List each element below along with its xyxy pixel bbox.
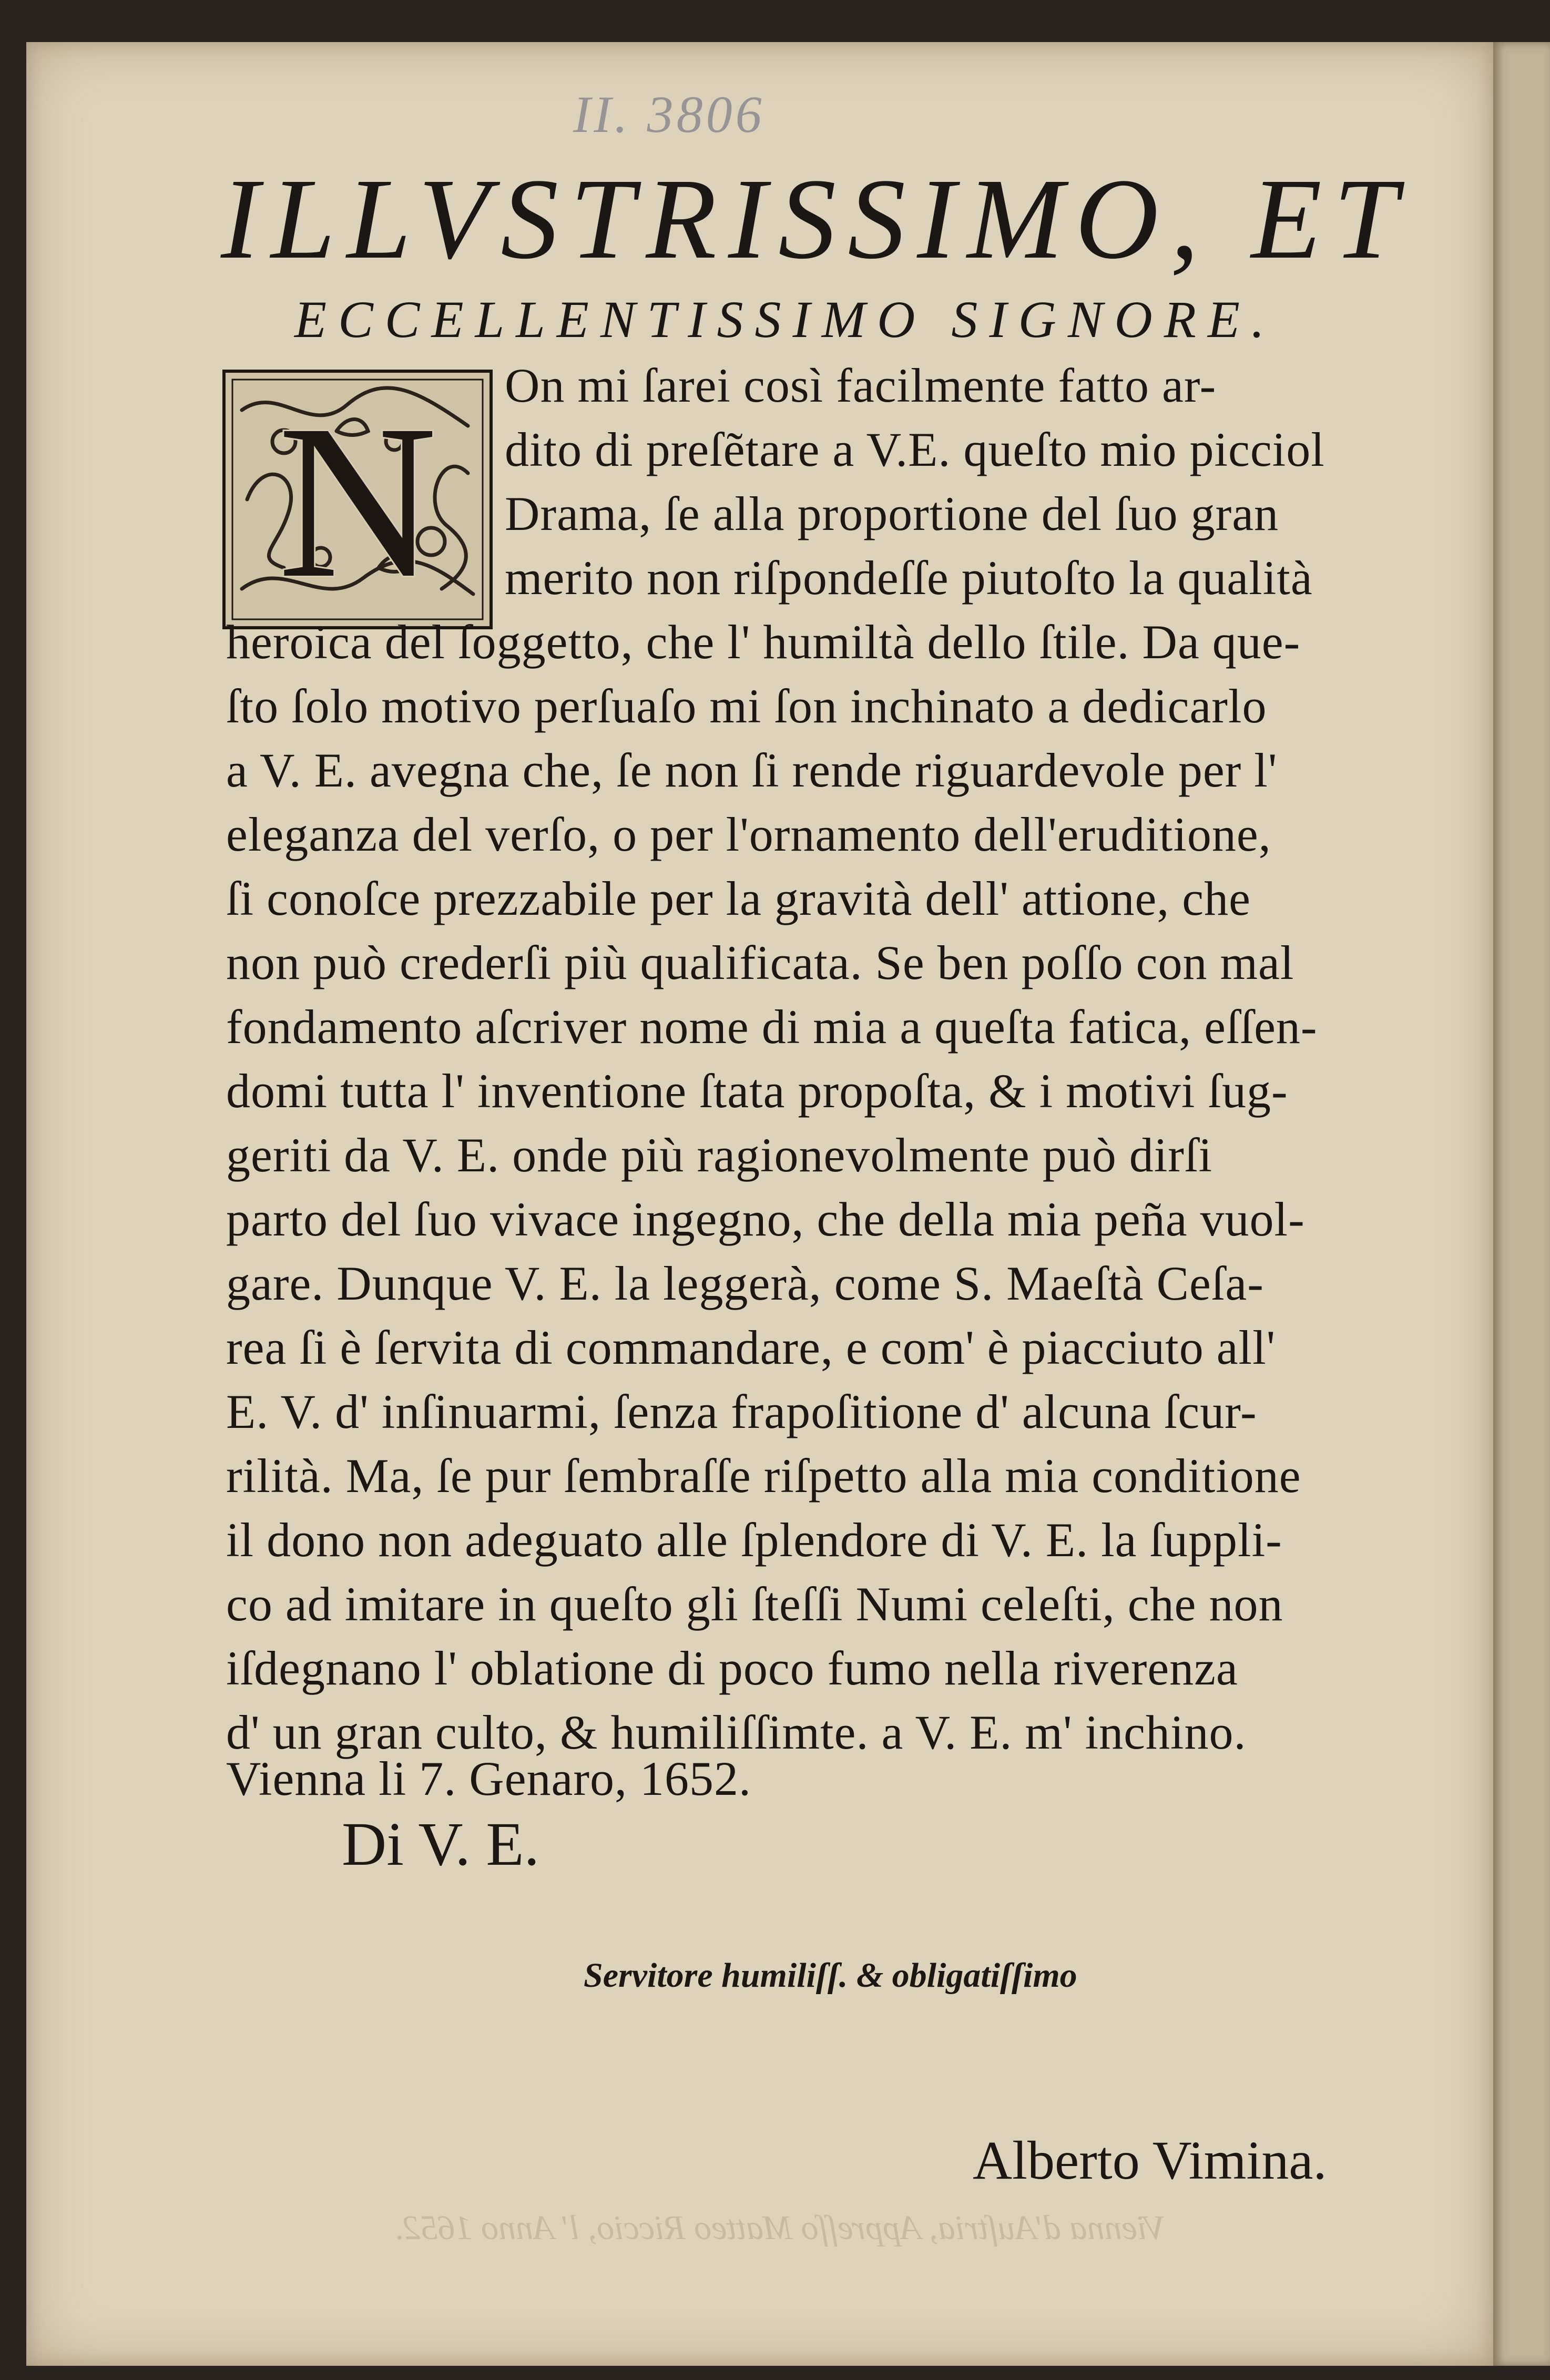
date-line: Vienna li 7. Genaro, 1652. <box>226 1752 752 1805</box>
body-line: geriti da V. E. onde più ragionevolmente può dirſi <box>226 1128 1213 1182</box>
body-line: parto del ſuo vivace ingegno, che della mia peña vuol- <box>226 1192 1305 1246</box>
body-line: co ad imitare in queſto gli ſteſſi Numi celeſti, che non <box>226 1577 1283 1631</box>
body-line: rea ſi è ſervita di commandare, e com' è piacciuto all' <box>226 1321 1276 1374</box>
body-line: heroica del ſoggetto, che l' humiltà dello ſtile. Da que- <box>226 615 1301 669</box>
bleed-through-text: Vienna d'Auſtria, Appreſſo Matteo Riccio, l' Anno 1652. <box>394 2209 1166 2247</box>
body-line: merito non riſpondeſſe piutoſto la qualità <box>505 551 1313 605</box>
shelfmark-annotation: II. 3806 <box>573 85 765 144</box>
body-line: il dono non adeguato alle ſplendore di V. E. la ſuppli- <box>226 1513 1282 1567</box>
body-line: ſi conoſce prezzabile per la gravità dell' attione, che <box>226 872 1251 925</box>
body-line: a V. E. avegna che, ſe non ſi rende riguardevole per l' <box>226 743 1278 797</box>
closing-formula: Servitore humiliſſ. & obligatiſſimo <box>584 1956 1077 1995</box>
salutation: Di V. E. <box>342 1810 539 1878</box>
author-signature: Alberto Vimina. <box>973 2130 1327 2191</box>
heading-line-1: ILLVSTRISSIMO, ET <box>221 155 1410 283</box>
body-line: d' un gran culto, & humiliſſimte. a V. E. m' inchino. <box>226 1705 1247 1759</box>
body-line: rilità. Ma, ſe pur ſembraſſe riſpetto alla mia conditione <box>226 1449 1301 1503</box>
body-line: On mi ſarei così facilmente fatto ar- <box>505 359 1217 412</box>
body-line: ſto ſolo motivo perſuaſo mi ſon inchinato a dedicarlo <box>226 679 1267 733</box>
document-page <box>26 42 1493 2366</box>
body-line: eleganza del verſo, o per l'ornamento dell'eruditione, <box>226 808 1271 861</box>
initial-letter: N <box>278 379 437 624</box>
body-line: iſdegnano l' oblatione di poco fumo nella riverenza <box>226 1641 1238 1695</box>
body-line: domi tutta l' inventione ſtata propoſta, & i motivi ſug- <box>226 1064 1288 1118</box>
adjacent-page-edge <box>1493 42 1550 2366</box>
body-line: non può crederſi più qualificata. Se ben poſſo con mal <box>226 936 1294 989</box>
body-line: E. V. d' inſinuarmi, ſenza frapoſitione d' alcuna ſcur- <box>226 1385 1257 1438</box>
decorated-initial-n <box>221 368 494 631</box>
body-line: Drama, ſe alla proportione del ſuo gran <box>505 487 1279 540</box>
body-line: dito di preſẽtare a V.E. queſto mio picciol <box>505 423 1325 476</box>
body-line: gare. Dunque V. E. la leggerà, come S. Maeſtà Ceſa- <box>226 1257 1264 1310</box>
body-line: fondamento aſcriver nome di mia a queſta fatica, eſſen- <box>226 1000 1318 1054</box>
heading-line-2: ECCELLENTISSIMO SIGNORE. <box>294 290 1276 349</box>
